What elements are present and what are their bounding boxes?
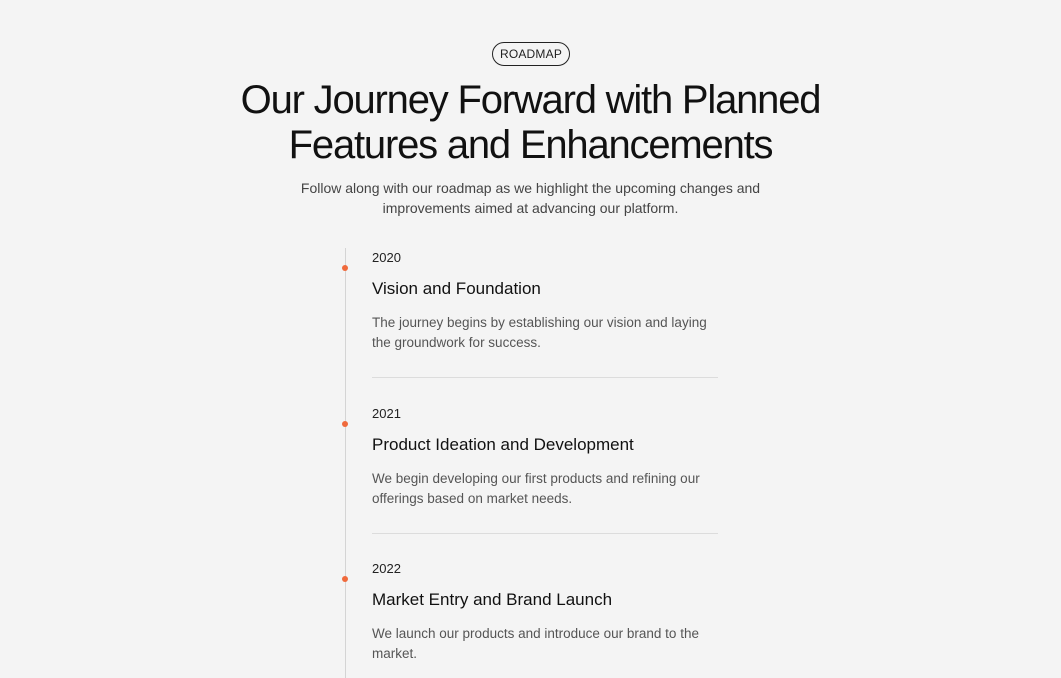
- timeline-dot: [342, 421, 348, 427]
- milestone-year: 2022: [372, 561, 401, 576]
- milestone-title: Product Ideation and Development: [372, 435, 634, 454]
- milestone-title: Market Entry and Brand Launch: [372, 590, 613, 609]
- page-subtitle-line-1: Follow along with our roadmap as we highlight the upcoming changes and: [300, 180, 761, 196]
- timeline-dot: [342, 576, 348, 582]
- page-title-line-1: Our Journey Forward with Planned: [240, 78, 821, 122]
- milestone-description: The journey begins by establishing our vision and laying the groundwork for success.: [372, 315, 707, 350]
- milestone-divider: [372, 533, 718, 534]
- timeline-line: [345, 248, 346, 678]
- page-title-line-2: Features and Enhancements: [288, 123, 773, 167]
- roadmap-badge-label: ROADMAP: [499, 47, 563, 61]
- page-title: [0, 78, 1061, 168]
- milestone-description: We begin developing our first products and refining our offerings based on market needs.: [372, 471, 700, 506]
- milestone-year: 2020: [372, 250, 401, 265]
- milestone-title: Vision and Foundation: [372, 279, 541, 298]
- milestone-year: 2021: [372, 406, 401, 421]
- roadmap-badge: [492, 42, 570, 66]
- page-subtitle-line-2: improvements aimed at advancing our platform.: [382, 200, 679, 216]
- page-subtitle: [280, 178, 781, 218]
- milestone-description: We launch our products and introduce our brand to the market.: [372, 626, 699, 661]
- milestone-divider: [372, 377, 718, 378]
- timeline-dot: [342, 265, 348, 271]
